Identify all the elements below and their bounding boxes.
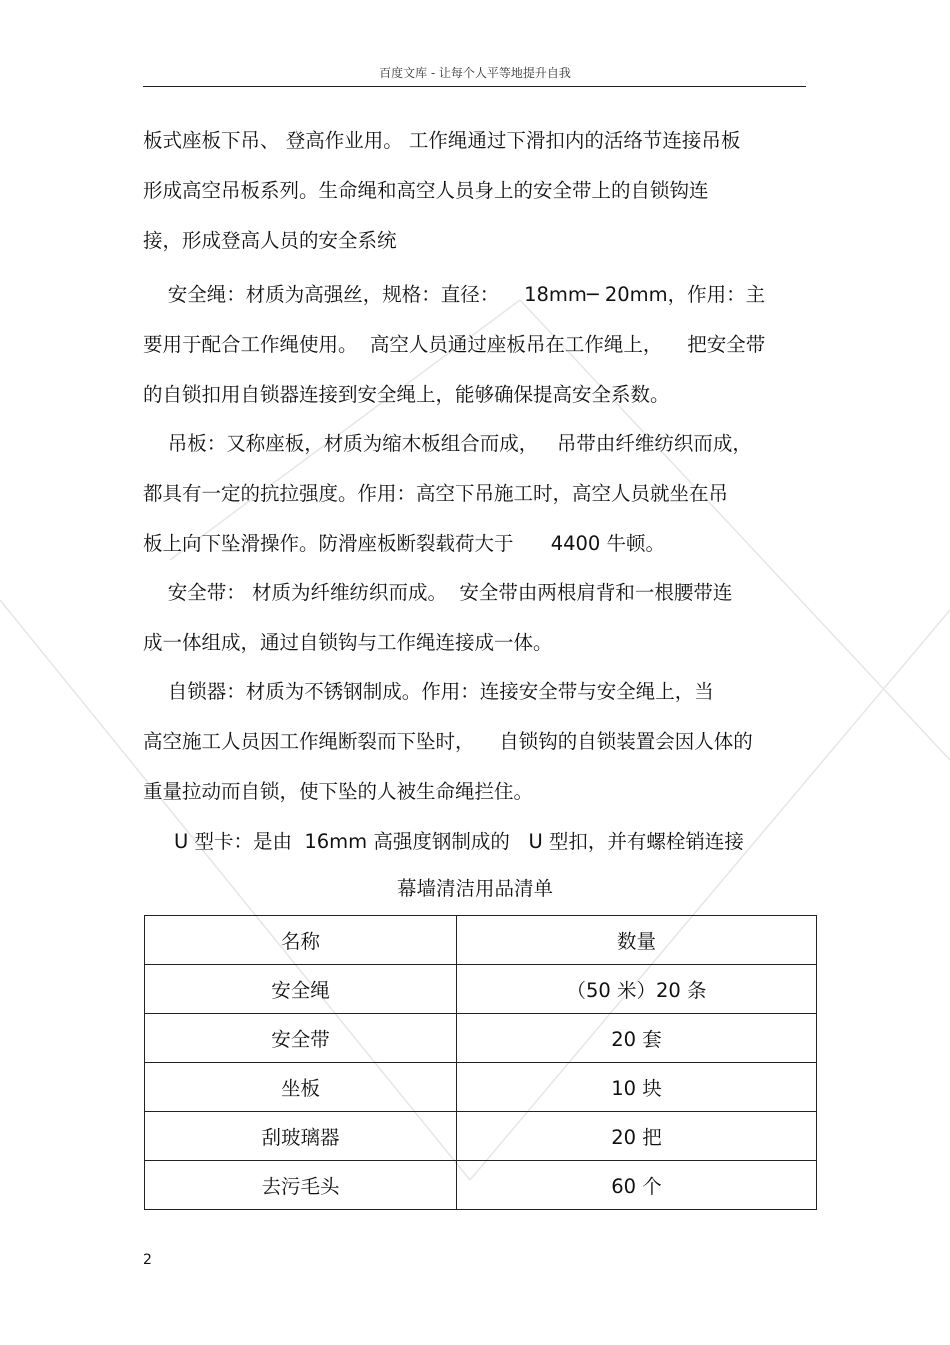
- text-line: 形成高空吊板系列。生命绳和高空人员身上的安全带上的自锁钩连: [143, 179, 709, 202]
- text-line: 成一体组成，通过自锁钩与工作绳连接成一体。: [143, 631, 553, 654]
- table-cell-quantity: 20 套: [457, 1014, 817, 1063]
- table-cell-name: 去污毛头: [145, 1161, 457, 1210]
- table-row: [145, 965, 817, 1014]
- text-line: 安全绳：材质为高强丝，规格：直径： 18mm─ 20mm，作用：主: [143, 283, 766, 306]
- table-cell-quantity: 60 个: [457, 1161, 817, 1210]
- paragraph-u-clamp: [143, 817, 807, 867]
- table-cell-name: 刮玻璃器: [145, 1112, 457, 1161]
- column-header-name: 名称: [145, 916, 457, 965]
- table-row: [145, 1014, 817, 1063]
- text-line: 吊板：又称座板，材质为缩木板组合而成， 吊带由纤维纺织而成，: [143, 432, 752, 455]
- text-line: 的自锁扣用自锁器连接到安全绳上，能够确保提高安全系数。: [143, 383, 670, 406]
- table-caption: 幕墙清洁用品清单: [396, 877, 553, 900]
- text-line: 高空施工人员因工作绳断裂而下坠时， 自锁钩的自锁装置会因人体的: [143, 730, 753, 753]
- text-line: 安全带： 材质为纤维纺织而成。 安全带由两根肩背和一根腰带连: [143, 581, 733, 604]
- text-line: U 型卡：是由 16mm 高强度钢制成的 U 型扣，并有螺栓销连接: [143, 830, 744, 853]
- paragraph-safety-belt: [143, 568, 807, 668]
- table-row: [145, 1112, 817, 1161]
- table-cell-name: 安全带: [145, 1014, 457, 1063]
- text-line: 要用于配合工作绳使用。 高空人员通过座板吊在工作绳上， 把安全带: [143, 333, 766, 356]
- page-header: 百度文库 - 让每个人平等地提升自我: [379, 66, 571, 80]
- table-header-row: [145, 916, 817, 965]
- table-row: [145, 1063, 817, 1112]
- table-cell-name: 坐板: [145, 1063, 457, 1112]
- supplies-table: [144, 915, 817, 1210]
- table-cell-name: 安全绳: [145, 965, 457, 1014]
- text-line: 重量拉动而自锁，使下坠的人被生命绳拦住。: [143, 780, 534, 803]
- page-number: 2: [143, 1252, 152, 1268]
- text-line: 都具有一定的抗拉强度。作用：高空下吊施工时，高空人员就坐在吊: [143, 482, 729, 505]
- column-header-quantity: 数量: [457, 916, 817, 965]
- table-cell-quantity: 20 把: [457, 1112, 817, 1161]
- text-line: 板上向下坠滑操作。防滑座板断裂载荷大于 4400 牛顿。: [143, 532, 666, 555]
- paragraph-intro: [143, 116, 807, 266]
- table-cell-quantity: （50 米）20 条: [457, 965, 817, 1014]
- text-line: 自锁器：材质为不锈钢制成。作用：连接安全带与安全绳上，当: [143, 680, 714, 703]
- paragraph-self-locking-device: [143, 667, 807, 817]
- text-line: 板式座板下吊、 登高作业用。 工作绳通过下滑扣内的活络节连接吊板: [143, 129, 741, 152]
- table-row: [145, 1161, 817, 1210]
- table-cell-quantity: 10 块: [457, 1063, 817, 1112]
- header-divider: [143, 86, 806, 87]
- paragraph-hanging-board: [143, 419, 807, 569]
- text-line: 接，形成登高人员的安全系统: [143, 229, 397, 252]
- paragraph-safety-rope: [143, 270, 807, 420]
